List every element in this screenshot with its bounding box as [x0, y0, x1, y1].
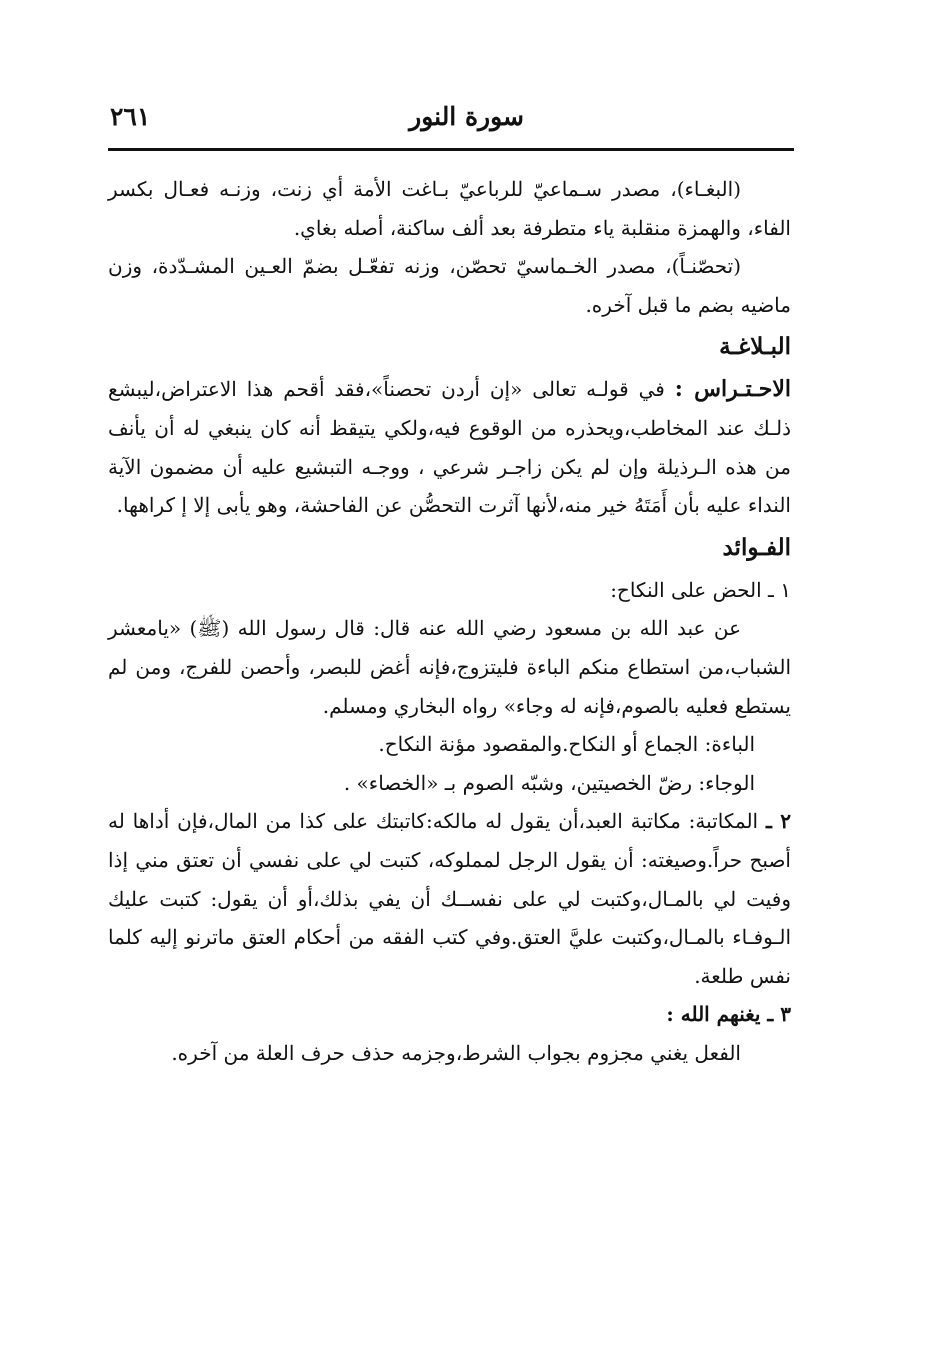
heading-balagha: البـلاغـة — [719, 333, 791, 361]
item1-hadith: عن عبد الله بن مسعود رضي الله عنه قال: قال رسول الله (ﷺ) «يامعشر الشباب،من استطاع منكم الباءة فليتزوج،فإنه أغض للبصر، وأحصن للفرج، ومن لم يستطع فعليه بالصوم،فإنه له وجاء» رواه البخاري ومسلم. — [108, 616, 791, 718]
page-body — [108, 170, 791, 1072]
definition-wijaa: الوجاء: رضّ الخصيتين، وشبّه الصوم بـ «الخصاء» . — [343, 770, 755, 795]
paragraph-tahassun: (تحصّنـاً)، مصدر الخـماسيّ تحصّن، وزنه تفعّـل بضمّ العـين المشـدّدة، وزن ماضيه بضم ما قبل آخره. — [108, 254, 791, 317]
item2-text: المكاتبة: مكاتبة العبد،أن يقول له مالكه:كاتبتك على كذا من المال،فإن أداها له أصبح حراً.وصيغته: أن يقول الرجل لمملوكه، كتبت لي على نفسي أن تعتق مني إذا وفيت لي بالمـال،وكتبت لي على نفســك أن يفي بذلك،أو أن يقول: كتبت عليك الـوفـاء بالمـال،وكتبت عليَّ العتق.وفي كتب الفقه من أحكام العتق ماترنو إليه كلما نفس طلعة. — [108, 809, 791, 988]
paragraph-ihtiras — [108, 370, 791, 524]
header-divider — [108, 148, 794, 151]
page-header — [108, 98, 794, 142]
term-ihtiras: الاحـتـراس : — [674, 376, 791, 403]
item3-title: ٣ ـ يغنهم الله : — [666, 1002, 791, 1027]
definition-baa: الباءة: الجماع أو النكاح.والمقصود مؤنة النكاح. — [378, 732, 755, 757]
paragraph-bigha: (البغـاء)، مصدر سـماعيّ للرباعيّ بـاغت الأمة أي زنت، وزنـه فعـال بكسر الفاء، والهمزة منقلبة ياء متطرفة بعد ألف ساكنة، أصله بغاي. — [108, 177, 791, 240]
surah-title: سورة النور — [409, 102, 524, 131]
item2-paragraph — [108, 802, 791, 995]
item3-text: الفعل يغني مجزوم بجواب الشرط،وجزمه حذف حرف العلة من آخره. — [171, 1040, 741, 1065]
page-number: ٢٦١ — [110, 102, 151, 131]
item1-title: ١ ـ الحض على النكاح: — [610, 577, 791, 602]
heading-fawaid: الفـوائد — [722, 533, 791, 561]
ihtiras-text: في قولـه تعالى «إن أردن تحصناً»،فقد أقحم هذا الاعتراض،ليبشع ذلـك عند المخاطب،ويحذره من الوقوع فيه،ولكي يتيقظ أنه كان ينبغي له أن يأنف من هذه الـرذيلة وإن لم يكن زاجـر شرعي ، ووجـه التبشيع عليه أن مضمون الآية النداء عليه بأن أَمَتَهُ خير منه،لأنها آثرت التحصُّن عن الفاحشة، وهو يأبى إلا إ كراهها. — [108, 377, 791, 518]
item2-number: ٢ ـ — [765, 809, 792, 834]
